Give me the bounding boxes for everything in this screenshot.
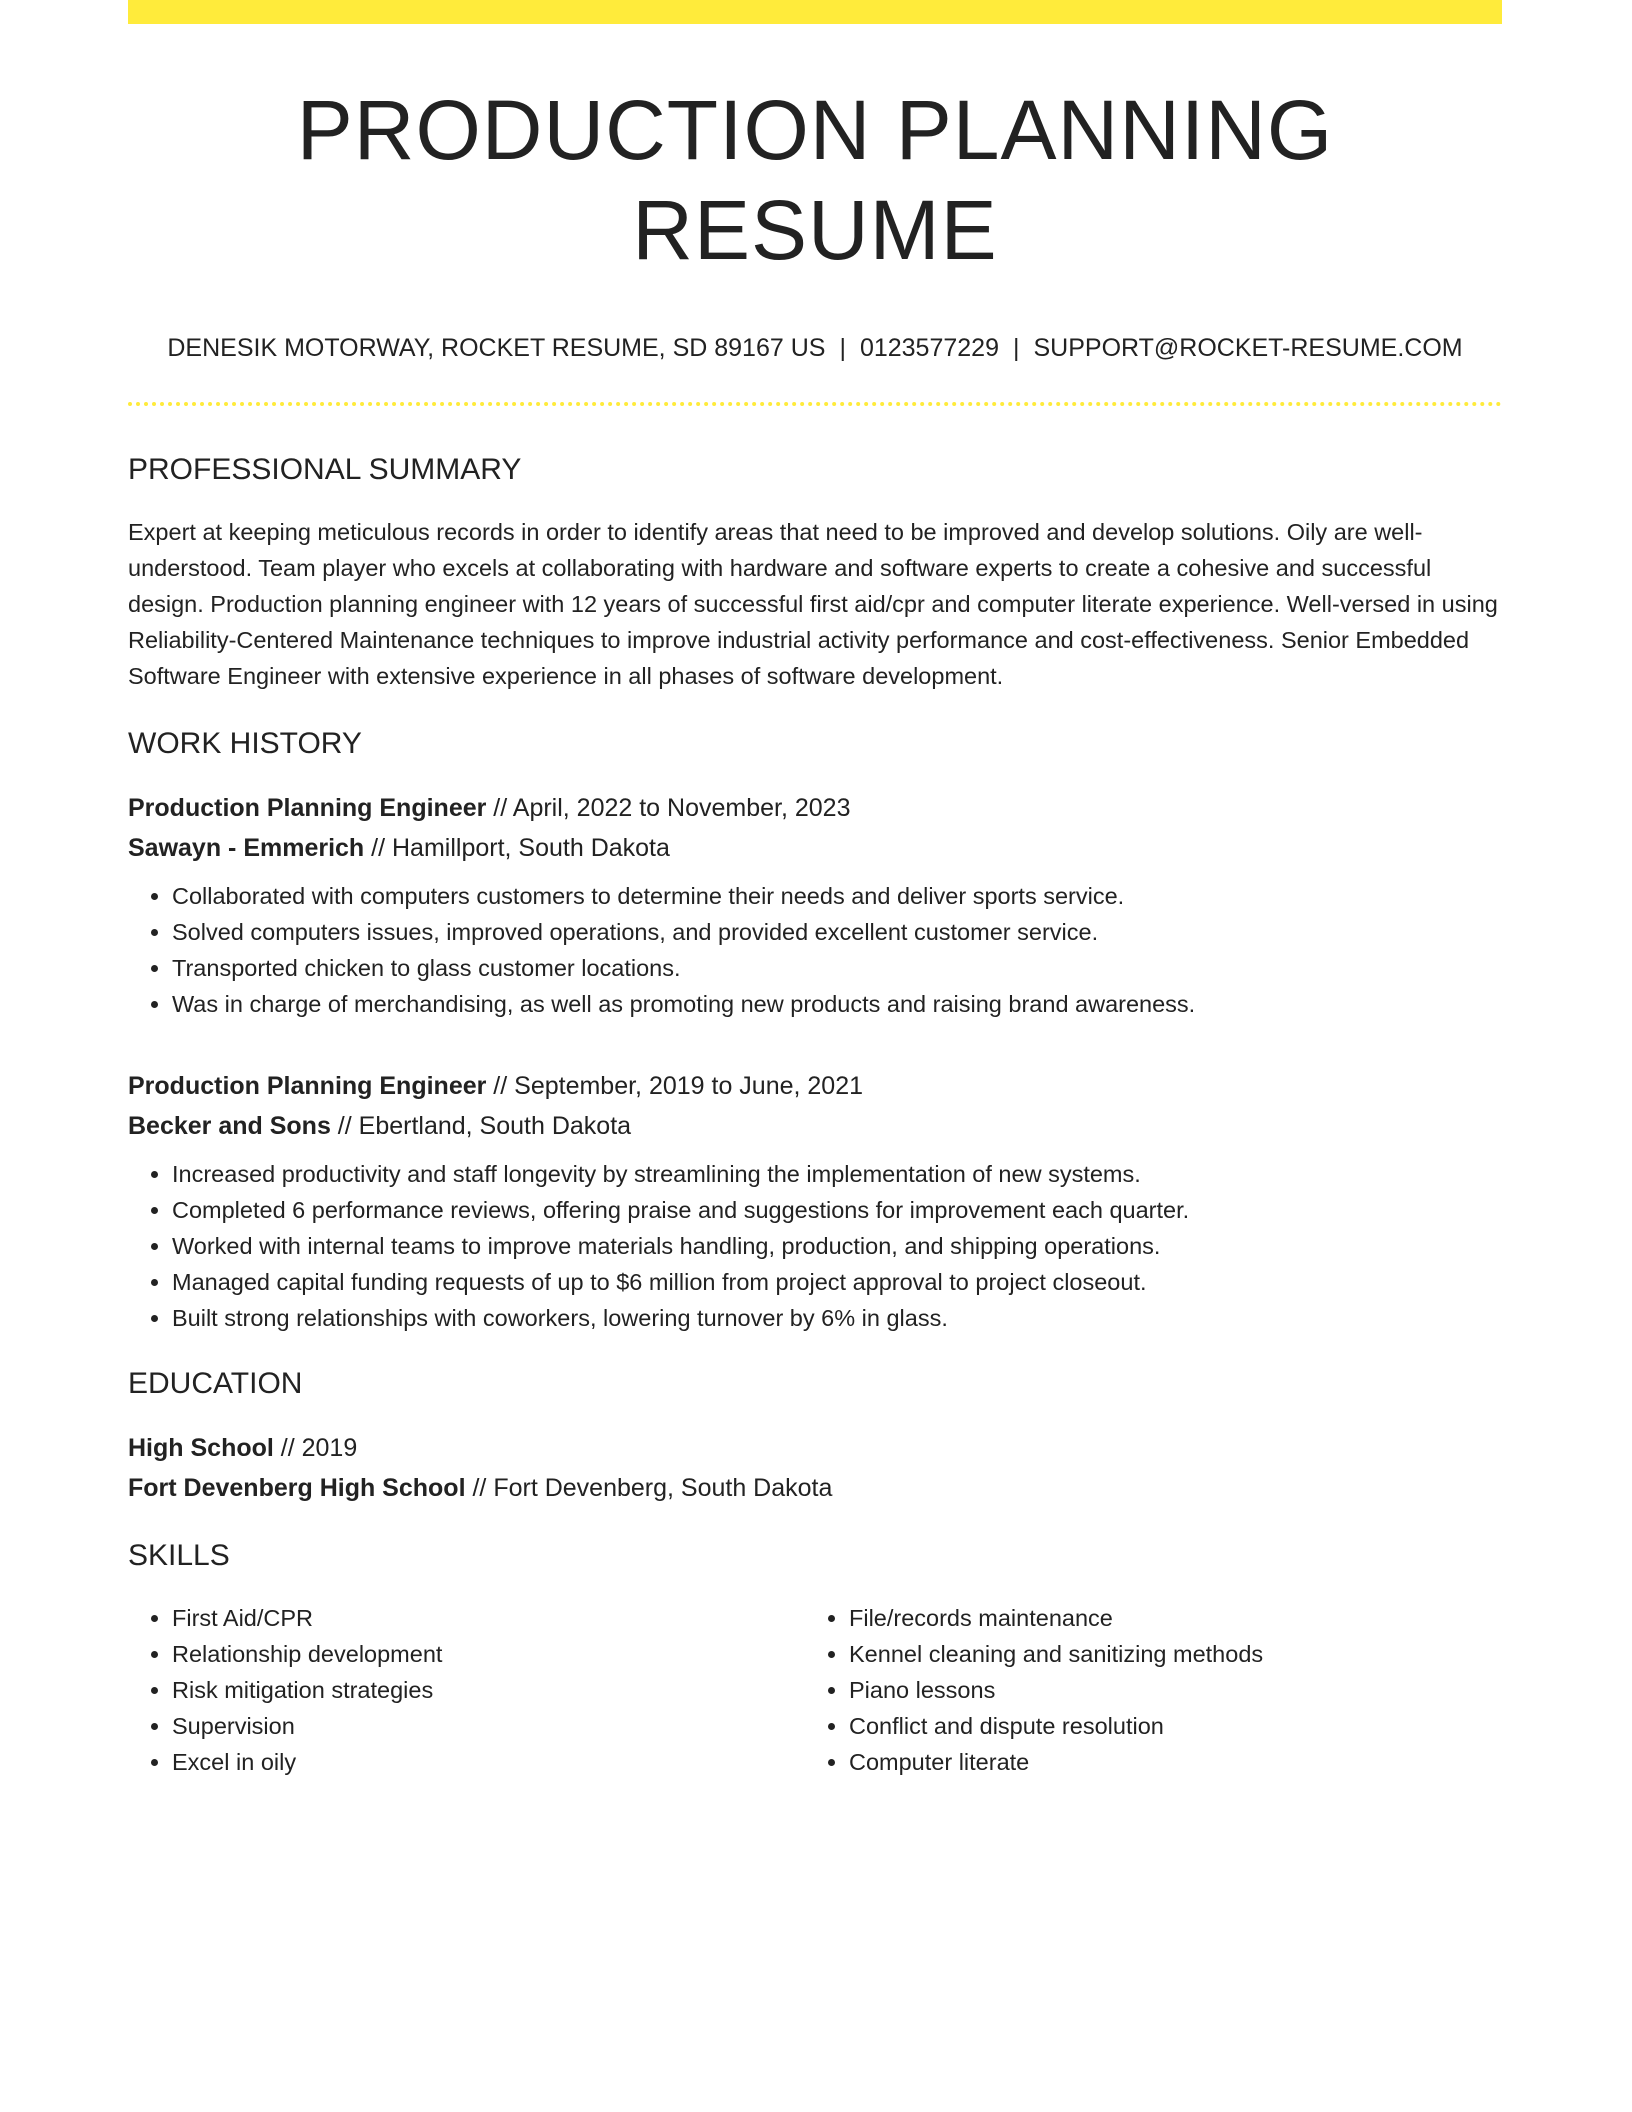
skill-item: • Conflict and dispute resolution <box>849 1708 1482 1744</box>
education-location: // Fort Devenberg, South Dakota <box>465 1474 833 1502</box>
skill-item: • Excel in oily <box>172 1744 805 1780</box>
job-company-line <box>128 1106 1502 1146</box>
skills-column-right <box>805 1600 1482 1780</box>
contact-phone: 0123577229 <box>859 334 999 362</box>
skill-item: • Kennel cleaning and sanitizing methods <box>849 1636 1482 1672</box>
skill-item: • Supervision <box>172 1708 805 1744</box>
resume-title: PRODUCTION PLANNING RESUME <box>296 83 1334 277</box>
skill-item: • Computer literate <box>849 1744 1482 1780</box>
education-degree: High School <box>128 1434 274 1462</box>
job-bullet: • Managed capital funding requests of up to $6 million from project approval to project closeout. <box>172 1264 1502 1300</box>
job-company-line <box>128 828 1502 868</box>
education-school-line <box>128 1468 1502 1508</box>
job-company: Becker and Sons <box>128 1112 331 1140</box>
job-title: Production Planning Engineer <box>128 1072 487 1100</box>
job-title-line <box>128 1066 1502 1106</box>
job-bullet: • Transported chicken to glass customer locations. <box>172 950 1502 986</box>
education-year: // 2019 <box>273 1434 358 1462</box>
job-entry <box>128 788 1502 1022</box>
education-school: Fort Devenberg High School <box>128 1474 466 1502</box>
skills-list <box>128 1600 1502 1780</box>
summary-text: Expert at keeping meticulous records in order to identify areas that need to be improved and develop solutions. Oily are well-understood. Team player who excels at collaborating with hardware and software experts to create a cohesive and successful design. Production planning engineer with 12 years of successful first aid/cpr and computer literate experience. Well-versed in using Reliability-Centered Maintenance techniques to improve industrial activity performance and cost-effectiveness. Senior Embedded Software Engineer with extensive experience in all phases of software development. <box>128 519 1498 689</box>
education-degree-line <box>128 1428 1502 1468</box>
skill-item: • Piano lessons <box>849 1672 1482 1708</box>
skill-item: • Risk mitigation strategies <box>172 1672 805 1708</box>
skill-item: • First Aid/CPR <box>172 1600 805 1636</box>
job-dates: // September, 2019 to June, 2021 <box>486 1072 864 1100</box>
contact-separator: | <box>1012 334 1020 362</box>
job-company: Sawayn - Emmerich <box>128 834 365 862</box>
job-entry <box>128 1066 1502 1336</box>
job-bullet: • Worked with internal teams to improve materials handling, production, and shipping operations. <box>172 1228 1502 1264</box>
skills-column-left <box>128 1600 805 1780</box>
job-bullet: • Built strong relationships with coworkers, lowering turnover by 6% in glass. <box>172 1300 1502 1336</box>
resume-content <box>128 0 1502 1780</box>
dotted-divider <box>128 402 1502 406</box>
contact-address: DENESIK MOTORWAY, ROCKET RESUME, SD 89167 US <box>167 334 826 362</box>
job-title: Production Planning Engineer <box>128 794 487 822</box>
job-bullet: • Collaborated with computers customers to determine their needs and deliver sports service. <box>172 878 1502 914</box>
job-title-line <box>128 788 1502 828</box>
education-entry <box>128 1428 1502 1508</box>
skills-heading: SKILLS <box>128 1539 230 1572</box>
skill-item: • Relationship development <box>172 1636 805 1672</box>
education-heading: EDUCATION <box>128 1367 303 1400</box>
job-location: // Hamillport, South Dakota <box>364 834 670 862</box>
skill-item: • File/records maintenance <box>849 1600 1482 1636</box>
contact-line <box>128 332 1502 364</box>
job-dates: // April, 2022 to November, 2023 <box>486 794 851 822</box>
job-bullet: • Solved computers issues, improved operations, and provided excellent customer service. <box>172 914 1502 950</box>
work-history-heading: WORK HISTORY <box>128 727 362 760</box>
job-location: // Ebertland, South Dakota <box>330 1112 632 1140</box>
summary-heading: PROFESSIONAL SUMMARY <box>128 453 522 486</box>
job-bullet: • Was in charge of merchandising, as well as promoting new products and raising brand awareness. <box>172 986 1502 1022</box>
contact-email: SUPPORT@ROCKET-RESUME.COM <box>1033 334 1463 362</box>
job-bullet: • Increased productivity and staff longevity by streamlining the implementation of new systems. <box>172 1156 1502 1192</box>
contact-separator: | <box>839 334 846 362</box>
job-bullets <box>128 878 1502 1022</box>
job-bullets <box>128 1156 1502 1336</box>
job-bullet: • Completed 6 performance reviews, offering praise and suggestions for improvement each quarter. <box>172 1192 1502 1228</box>
